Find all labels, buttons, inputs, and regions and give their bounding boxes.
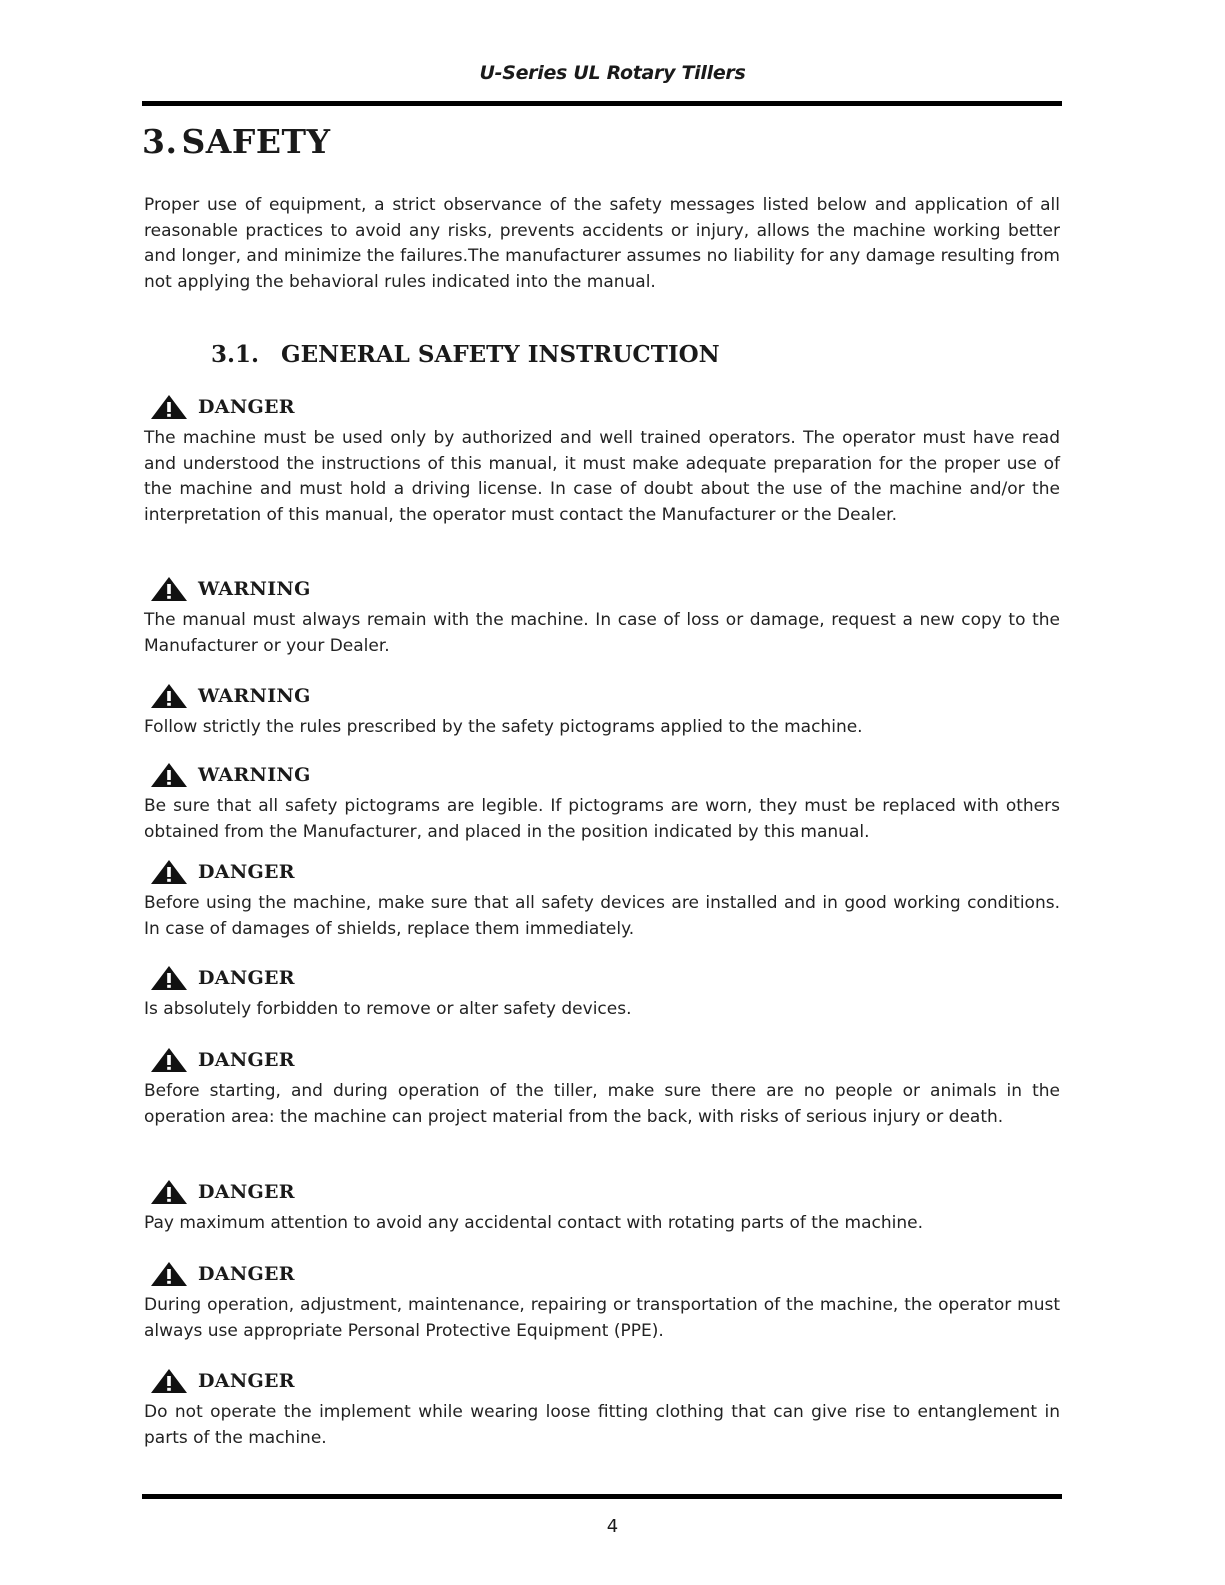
notice-header	[144, 963, 1060, 993]
warning-triangle-icon	[150, 762, 188, 788]
notice-text: Before using the machine, make sure that all safety devices are installed and in good working conditions. In case of damages of shields, replace them immediately.	[144, 893, 1060, 939]
notice-text: Before starting, and during operation of the tiller, make sure there are no people or animals in the operation area: the machine can project material from the back, with risks of serious injury or death.	[144, 1081, 1060, 1127]
safety-notice	[144, 1259, 1060, 1344]
warning-triangle-icon	[150, 683, 188, 709]
notice-label: DANGER	[198, 1263, 295, 1285]
notice-label: WARNING	[198, 764, 311, 786]
notice-header	[144, 1045, 1060, 1075]
notice-text: The machine must be used only by authorized and well trained operators. The operator must have read and understood the instructions of this manual, it must make adequate preparation for the proper use of the machine and must hold a driving license. In case of doubt about the use of the machine and/or the interpretation of this manual, the operator must contact the Manufacturer or the Dealer.	[144, 428, 1060, 525]
notice-header	[144, 857, 1060, 887]
notice-text: Follow strictly the rules prescribed by the safety pictograms applied to the machine.	[144, 717, 863, 737]
notice-header	[144, 392, 1060, 422]
safety-notice	[144, 760, 1060, 845]
section-title	[142, 122, 331, 161]
notice-text: Be sure that all safety pictograms are legible. If pictograms are worn, they must be replaced with others obtained from the Manufacturer, and placed in the position indicated by this manual.	[144, 796, 1060, 842]
notice-label: WARNING	[198, 685, 311, 707]
notice-label: DANGER	[198, 861, 295, 883]
safety-notice	[144, 857, 1060, 942]
warning-triangle-icon	[150, 576, 188, 602]
safety-notice	[144, 681, 1060, 741]
intro-paragraph: Proper use of equipment, a strict observance of the safety messages listed below and application of all reasonable practices to avoid any risks, prevents accidents or injury, allows the machine working better and longer, and minimize the failures.The manufacturer assumes no liability for any damage resulting from not applying the behavioral rules indicated into the manual.	[144, 195, 1060, 292]
notice-header	[144, 1366, 1060, 1396]
warning-triangle-icon	[150, 1261, 188, 1287]
notice-label: DANGER	[198, 1049, 295, 1071]
warning-triangle-icon	[150, 859, 188, 885]
section-title-text: SAFETY	[181, 122, 331, 161]
subsection-title-text: GENERAL SAFETY INSTRUCTION	[281, 341, 720, 368]
notice-header	[144, 1259, 1060, 1289]
notice-label: DANGER	[198, 967, 295, 989]
header-rule	[142, 101, 1062, 106]
footer-rule	[142, 1494, 1062, 1499]
safety-notice	[144, 574, 1060, 659]
warning-triangle-icon	[150, 394, 188, 420]
warning-triangle-icon	[150, 965, 188, 991]
safety-notice	[144, 963, 1060, 1023]
notice-label: DANGER	[198, 1181, 295, 1203]
section-number: 3.	[142, 122, 178, 161]
notice-label: WARNING	[198, 578, 311, 600]
notice-label: DANGER	[198, 396, 295, 418]
notice-text: Do not operate the implement while wearing loose fitting clothing that can give rise to entanglement in parts of the machine.	[144, 1402, 1060, 1448]
warning-triangle-icon	[150, 1047, 188, 1073]
notice-header	[144, 681, 1060, 711]
notice-text: The manual must always remain with the machine. In case of loss or damage, request a new copy to the Manufacturer or your Dealer.	[144, 610, 1060, 656]
subsection-number: 3.1.	[211, 341, 260, 368]
safety-notice	[144, 1045, 1060, 1130]
notice-text: During operation, adjustment, maintenance, repairing or transportation of the machine, the operator must always use appropriate Personal Protective Equipment (PPE).	[144, 1295, 1060, 1341]
notice-header	[144, 1177, 1060, 1207]
safety-notice	[144, 1177, 1060, 1237]
subsection-title	[211, 341, 720, 368]
safety-notice	[144, 1366, 1060, 1451]
notice-header	[144, 574, 1060, 604]
running-header: U-Series UL Rotary Tillers	[479, 62, 746, 84]
notice-label: DANGER	[198, 1370, 295, 1392]
warning-triangle-icon	[150, 1368, 188, 1394]
notice-header	[144, 760, 1060, 790]
notice-text: Pay maximum attention to avoid any accidental contact with rotating parts of the machine.	[144, 1213, 923, 1233]
notice-text: Is absolutely forbidden to remove or alter safety devices.	[144, 999, 632, 1019]
safety-notice	[144, 392, 1060, 528]
page-number: 4	[606, 1516, 619, 1537]
warning-triangle-icon	[150, 1179, 188, 1205]
